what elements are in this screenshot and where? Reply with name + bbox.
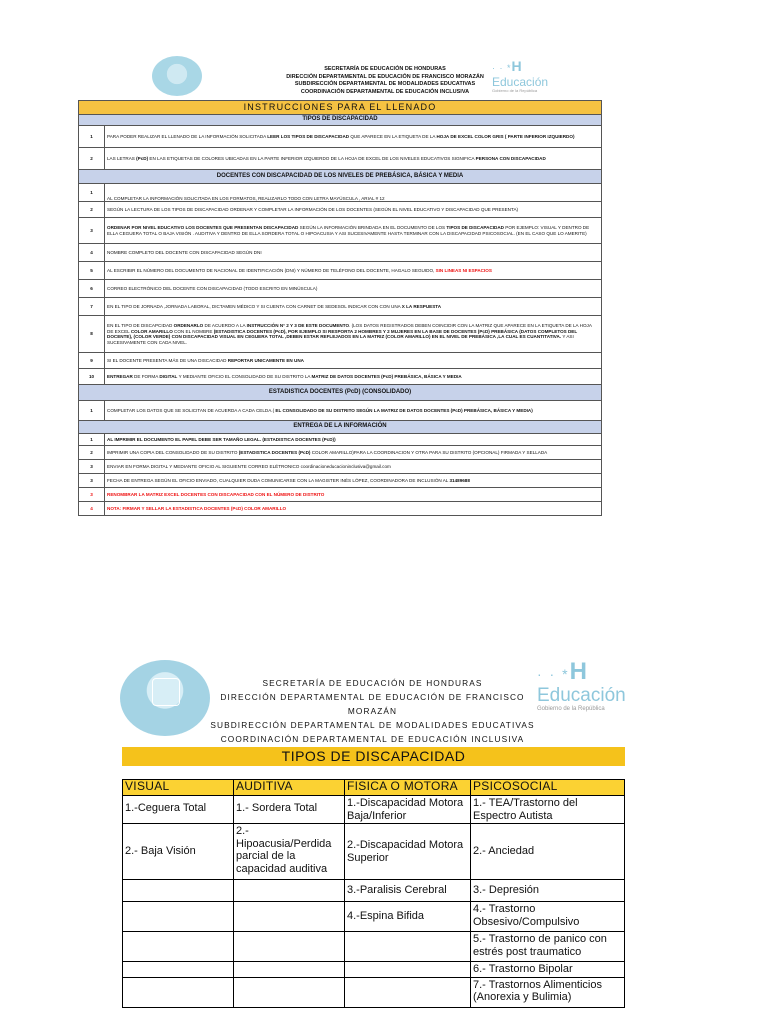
table-row: 2 IMPRIMIR UNA COPIA DEL CONSOLIDADO DE SU DISTRITO (ESTADISTICA DOCENTES (PcD) COLOR AMARILLO)PARA LA COORDINACION Y OTRA PARA SU DISTRITO (OPCIONAL) FIRMADA Y SELLADA (79, 446, 602, 460)
header-line: COORDINACIÓN DEPARTAMENTAL DE EDUCACIÓN INCLUSIVA (300, 88, 470, 95)
seal-logo (120, 660, 210, 736)
table-row: 3 FECHA DE ENTREGA SEGÚN EL OFICIO ENVIADO, CUALQUIER DUDA COMUNICARSE CON LA MAGISTER INÉS LÓPEZ, COORDINADORA DE INCLUSIÓN AL 31489688 (79, 474, 602, 488)
tipos-title-banner: TIPOS DE DISCAPACIDAD (122, 747, 625, 766)
table-row: 7 EN EL TIPO DE JORNADA ,JORNADA LABORAL, DICTAMEN MÉDICO Y SI CUENTA CON CARNET DE SEDESOL INDICAR CON CON UNA X LA RESPUESTA (79, 298, 602, 316)
table-row: 5 AL ESCRIBIR EL NÚMERO DEL DOCUMENTO DE NACIONAL DE IDENTIFICACIÓN (DNI) Y NÚMERO DE TELÉFONO DEL DOCENTE, HAGALO SEGUIDO, SIN LINEAS NI ESPACIOS (79, 262, 602, 280)
table-row: 3 RENOMBRAR LA MATRIZ EXCEL DOCENTES CON DISCAPACIDAD CON EL NÚMERO DE DISTRITO (79, 488, 602, 502)
section-tipos: TIPOS DE DISCAPACIDAD (79, 115, 602, 126)
header-line: DIRECCIÓN DEPARTAMENTAL DE EDUCACIÓN DE FRANCISCO MORAZÁN (220, 692, 525, 716)
seal-logo (152, 56, 202, 96)
educacion-logo: · · *H Educación Gobierno de la República (492, 58, 582, 93)
table-row: 6.- Trastorno Bipolar (123, 962, 625, 978)
table-row: 1 AL IMPRIMIR EL DOCUMENTO EL PAPEL DEBE SER TAMAÑO LEGAL. (ESTADISTICA DOCENTES (PcD)) (79, 434, 602, 446)
section-estadistica: ESTADISTICA DOCENTES (PcD) (CONSOLIDADO) (79, 385, 602, 401)
col-auditiva: AUDITIVA (234, 780, 345, 796)
logo-brand: Educación (537, 685, 626, 706)
table-row: 5.- Trastorno de panico con estrés post traumatico (123, 932, 625, 962)
header-line: SUBDIRECCIÓN DEPARTAMENTAL DE MODALIDADES EDUCATIVAS (210, 720, 535, 730)
table-row: 1 AL COMPLETAR LA INFORMACIÓN SOLICITADA EN LOS FORMATOS, REALIZARLO TODO CON LETRA MAYÚSCULA , ARIAL # 12 (79, 184, 602, 202)
table-row: 2.- Baja Visión 2.- Hipoacusia/Perdida parcial de la capacidad auditiva 2.-Discapacidad Motora Superior 2.- Anciedad (123, 824, 625, 880)
col-visual: VISUAL (123, 780, 234, 796)
table-row: 3.-Paralisis Cerebral 3.- Depresión (123, 880, 625, 902)
logo-tagline: Gobierno de la República (537, 706, 605, 712)
table-row: 6 CORREO ELECTRÓNICO DEL DOCENTE CON DISCAPACIDAD (TODO ESCRITO EN MINÚSCULA) (79, 280, 602, 298)
instructions-title: INSTRUCCIONES PARA EL LLENADO (79, 101, 602, 115)
header-line: SECRETARÍA DE EDUCACIÓN DE HONDURAS (262, 678, 483, 688)
section-entrega: ENTREGA DE LA INFORMACIÓN (79, 421, 602, 434)
table-row: 1.-Ceguera Total 1.- Sordera Total 1.-Discapacidad Motora Baja/Inferior 1.- TEA/Trastorno del Espectro Autista (123, 796, 625, 824)
table-row: 9 SI EL DOCENTE PRESENTA MÁS DE UNA DISCACIDAD REPORTAR UNICAMENTE EN UNA (79, 353, 602, 369)
table-row: 10 ENTREGAR DE FORMA DIGITAL Y MEDIANTE OFICIO EL CONSOLIDADO DE SU DISTRITO LA MATRIZ DE DATOS DOCENTES (PcD) PREBÁSICA, BÁSICA Y MEDIA (79, 369, 602, 385)
stars-icon: · · * (492, 63, 512, 73)
table-row: 8 EN EL TIPO DE DISCAPCIDAD ORDENARLO DE ACUERDO A LA INSTRUCCIÓN N° 2 Y 3 DE ESTE DOCUMENTO. (LOS DATOS REGISTRADOS DEBEN COINCIDIR CON LA MATRIZ QUE APARECE EN LA ETIQUETA DE LA HOJA DE EXCEL COLOR AMARILLO CON EL NOMBRE (ESTADISTICA DOCENTES (PcD), POR EJEMPLO SI RESPORTA 2 HOMBRES Y 2 MUJERES EN LA BASE DE DOCENTES (PcD) PREBÁSICA (DATOS COMPLETOS DEL DOCENTE), (COLOR VERDE) CON DISCAPACIDAD VISUAL EN CEGUERA TOTAL ,DEBEN ESTAR REFLEJADOS EN LA MATRIZ (COLOR AMARILLO) EN EL NIVEL DE PREBÁSICA ,LA CUAL ES CUANTITATIVA. Y ASI SUCESIVAMENTE CON CADA NIVEL. (79, 316, 602, 353)
header-line: SUBDIRECCIÓN DEPARTAMENTAL DE MODALIDADES EDUCATIVAS (294, 81, 476, 87)
header-line: SECRETARÍA DE EDUCACIÓN DE HONDURAS (324, 66, 446, 72)
header-line: COORDINACIÓN DEPARTAMENTAL DE EDUCACIÓN INCLUSIVA (220, 734, 525, 744)
table-row: 7.- Trastornos Alimenticios (Anorexia y Bulimia) (123, 977, 625, 1007)
table-row: 2 SEGÚN LA LECTURA DE LOS TIPOS DE DISCAPACIDAD ORDENAR Y COMPLETAR LA INFORMACIÓN DE LOS DOCENTES (SEGÚN EL NIVEL EDUCATIVO Y DISCAPACIDAD QUE PRESENTA) (79, 202, 602, 218)
stars-icon: · · * (537, 666, 570, 682)
table-row: 4 NOTA: FIRMAR Y SELLAR LA ESTADISTICA DOCENTES (PcD) COLOR AMARILLO (79, 502, 602, 516)
table-row: 1 COMPLETAR LOS DATOS QUE SE SOLICITAN DE ACUERDA A CADA CELDA.( EL CONSOLIDADO DE SU DISTRITO SEGÚN LA MATRIZ DE DATOS DOCENTES (PcD) PREBÁSICA, BÁSICA Y MEDIA) (79, 401, 602, 421)
tipos-discapacidad-table (122, 779, 625, 1008)
table-row: 3 ENVIAR EN FORMA DIGITAL Y MEDIANTE OFICIO AL SIGUIENTE CORREO ELÉTRONICO coordinacioneducacioninclusiva@gmail.com (79, 460, 602, 474)
instructions-table (78, 100, 602, 516)
table-row: 4 NOMBRE COMPLETO DEL DOCENTE CON DISCAPACIDAD SEGÚN DNI (79, 244, 602, 262)
table-row: 4.-Espina Bifida 4.- Trastorno Obsesivo/Compulsivo (123, 902, 625, 932)
logo-tagline: Gobierno de la República (492, 88, 538, 93)
col-fisica: FISICA O MOTORA (345, 780, 471, 796)
table-row: 3 ORDENAR POR NIVEL EDUCATIVO LOS DOCENTES QUE PRESENTAN DISCAPACIDAD SEGÚN LA INFORMACIÓN BRINDADA EN EL DOCUMENTO DE LOS TIPOS DE DISCAPACIDAD POR EJEMPLO: VISUAL Y DENTRO DE ELLA CEGUERA TOTAL O BAJA VISIÓN . AUDITIVA Y DENTRO DE ELLA SORDERA TOTAL O HIPOACUSIA Y ASI SUCESIVAMENTE HASTA TERMINAR CON LA DISCAPACIDAD PSICOSOCIAL. (EN EL CASO QUE LO AMERITE) (79, 218, 602, 244)
table-header-row (123, 780, 625, 796)
table-row: 1 PARA PODER REALIZAR EL LLENADO DE LA INFORMACIÓN SOLICITADA LEER LOS TIPOS DE DISCAPACIDAD QUE APARECE EN LA ETIQUETA DE LA HOJA DE EXCEL COLOR GRIS ( PARTE INFERIOR IZQUIERDO) (79, 126, 602, 148)
logo-brand: Educación (492, 75, 549, 89)
educacion-logo: · · *H Educación Gobierno de la República (537, 658, 647, 712)
page2-header (210, 676, 535, 746)
col-psicosocial: PSICOSOCIAL (471, 780, 625, 796)
table-row: 2 LAS LETRAS (PcD) EN LAS ETIQUETAS DE COLORES UBICADAS EN LA PARTE INFERIOR IZQUIERDO DE LA HOJA DE EXCEL DE LOS NIVELES EDUCATIVOS SIGNIFICA PERSONA CON DISCAPACIDAD (79, 148, 602, 170)
section-docentes: DOCENTES CON DISCAPACIDAD DE LOS NIVELES DE PREBÁSICA, BÁSICA Y MEDIA (79, 170, 602, 184)
header-line: DIRECCIÓN DEPARTAMENTAL DE EDUCACIÓN DE FRANCISCO MORAZÁN (286, 73, 484, 80)
